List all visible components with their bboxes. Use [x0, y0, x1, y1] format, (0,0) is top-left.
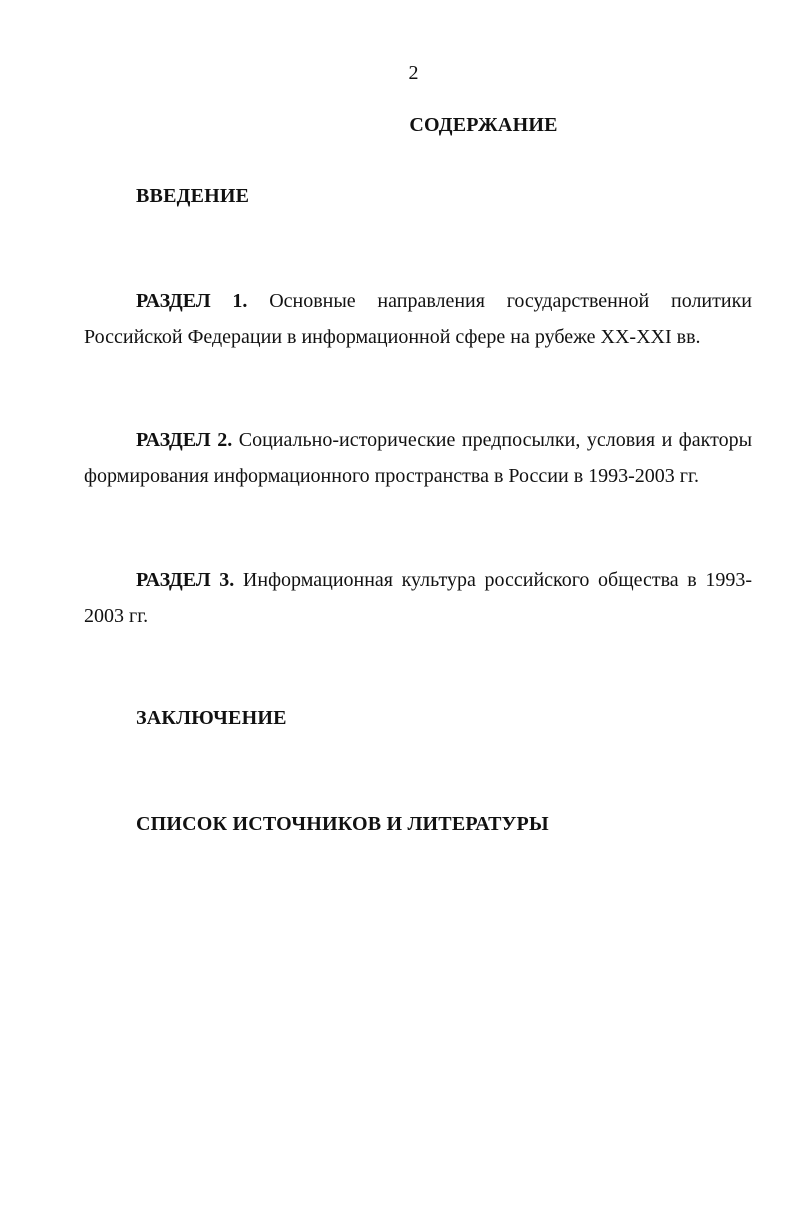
toc-entry-conclusion: ЗАКЛЮЧЕНИЕ	[136, 707, 287, 729]
toc-entry-introduction: ВВЕДЕНИЕ	[136, 185, 250, 207]
section-2-text: Социально-исторические предпосылки, условия и факторы формирования информационного пространства в России в 1993-2003 гг.	[84, 429, 753, 487]
section-2-label: РАЗДЕЛ 2.	[136, 429, 233, 451]
section-3-label: РАЗДЕЛ 3.	[136, 569, 235, 591]
toc-entry-sources: СПИСОК ИСТОЧНИКОВ И ЛИТЕРАТУРЫ	[136, 813, 549, 835]
table-of-contents-title: СОДЕРЖАНИЕ	[409, 114, 558, 136]
section-3-text: Информационная культура российского общества в 1993- 2003 гг.	[84, 569, 752, 627]
toc-entry-section-1	[84, 283, 752, 355]
section-1-text: Основные направления государственной политики Российской Федерации в информационной сфере на рубеже XX-XXI вв.	[84, 290, 752, 348]
toc-entry-section-2	[84, 422, 752, 494]
page-number: 2	[408, 62, 419, 84]
section-1-label: РАЗДЕЛ 1.	[136, 290, 248, 312]
toc-entry-section-3	[84, 562, 752, 634]
